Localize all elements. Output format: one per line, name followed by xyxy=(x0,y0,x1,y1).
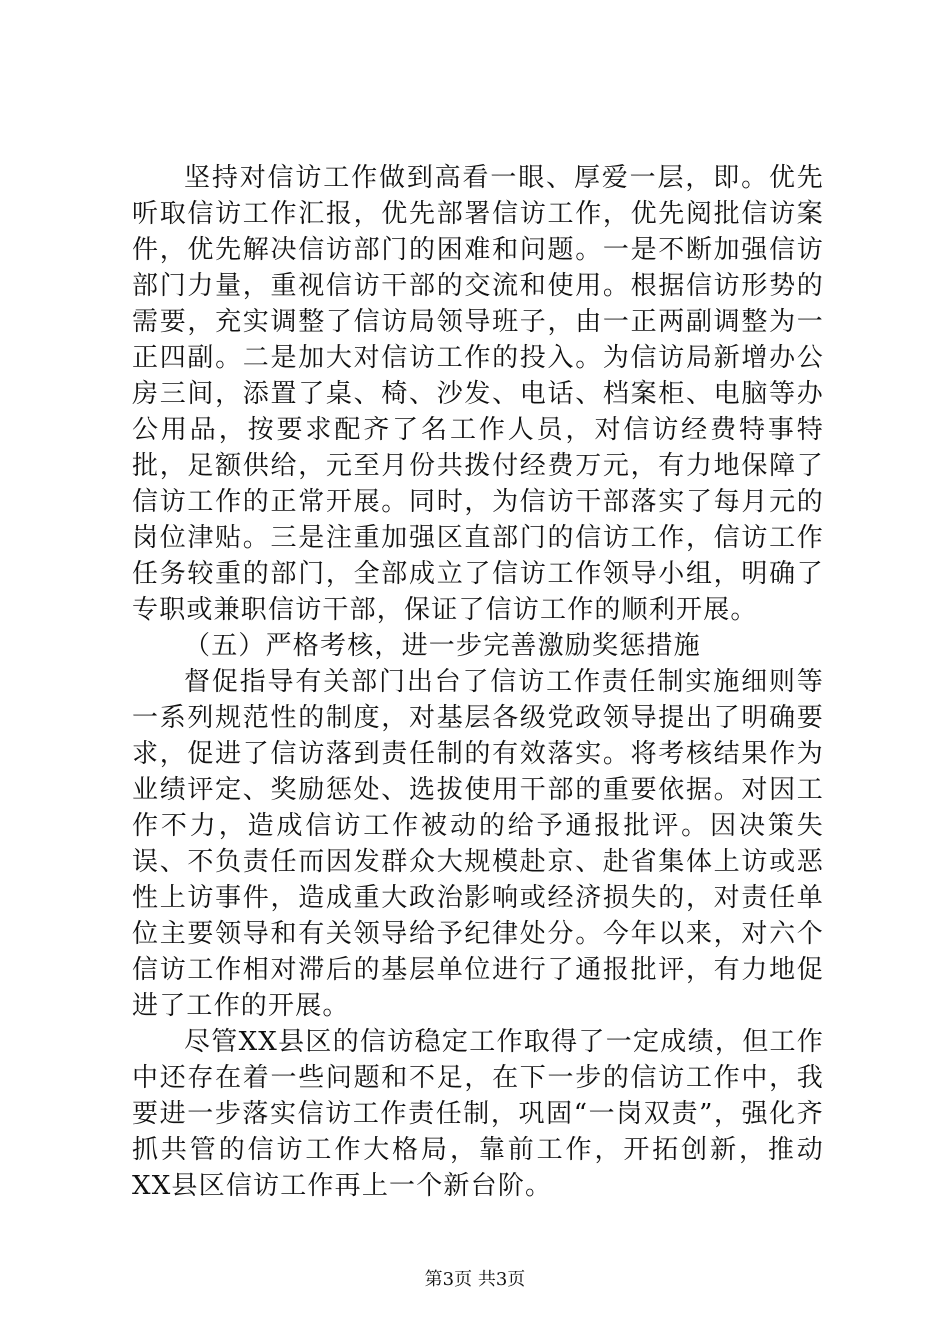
paragraph-leadership-support: 坚持对信访工作做到高看一眼、厚爱一层，即。优先听取信访工作汇报，优先部署信访工作，优先阅批信访案件，优先解决信访部门的困难和问题。一是不断加强信访部门力量，重视信访干部的交流和使用。根据信访形势的需要，充实调整了信访局领导班子，由一正两副调整为一正四副。二是加大对信访工作的投入。为信访局新增办公房三间，添置了桌、椅、沙发、电话、档案柜、电脑等办公用品，按要求配齐了名工作人员，对信访经费特事特批，足额供给，元至月份共拨付经费万元，有力地保障了信访工作的正常开展。同时，为信访干部落实了每月元的岗位津贴。三是注重加强区直部门的信访工作，信访工作任务较重的部门，全部成立了信访工作领导小组，明确了专职或兼职信访干部，保证了信访工作的顺利开展。 xyxy=(132,163,824,625)
paragraph-conclusion: 尽管XX县区的信访稳定工作取得了一定成绩，但工作中还存在着一些问题和不足，在下一步的信访工作中，我要进一步落实信访工作责任制，巩固“一岗双责”，强化齐抓共管的信访工作大格局，靠前工作，开拓创新，推动XX县区信访工作再上一个新台阶。 xyxy=(132,1027,824,1201)
page-footer: 第3页 共3页 xyxy=(424,1269,526,1290)
paragraph-assessment: 督促指导有关部门出台了信访工作责任制实施细则等一系列规范性的制度，对基层各级党政领导提出了明确要求，促进了信访落到责任制的有效落实。将考核结果作为业绩评定、奖励惩处、选拔使用干部的重要依据。对因工作不力，造成信访工作被动的给予通报批评。因决策失误、不负责任而因发群众大规模赴京、赴省集体上访或恶性上访事件，造成重大政治影响或经济损失的，对责任单位主要领导和有关领导给予纪律处分。今年以来，对六个信访工作相对滞后的基层单位进行了通报批评，有力地促进了工作的开展。 xyxy=(132,667,824,1021)
document-body xyxy=(132,160,824,1204)
section-heading-five: （五）严格考核，进一步完善激励奖惩措施 xyxy=(184,631,701,661)
